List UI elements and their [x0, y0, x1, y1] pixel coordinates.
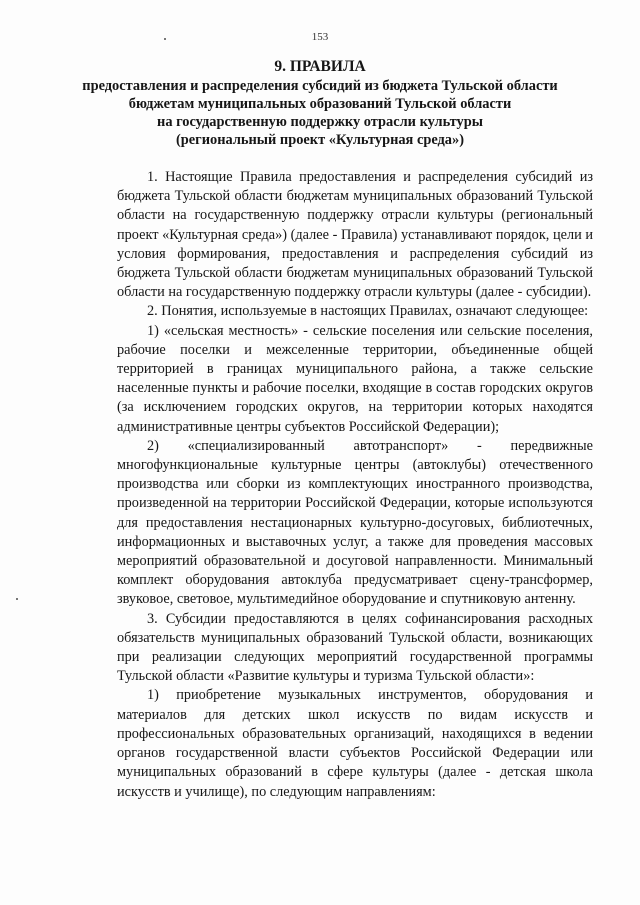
scan-mark [16, 598, 18, 600]
document-body [117, 168, 593, 802]
heading-line: бюджетам муниципальных образований Тульской области [128, 96, 512, 112]
scan-mark [164, 38, 166, 40]
page-number: 153 [311, 31, 329, 43]
document-heading [80, 58, 560, 149]
item-instruments-purchase: 1) приобретение музыкальных инструментов, оборудования и материалов для детских школ искусств по видам искусств и профессиональных образовательных организаций, находящихся в ведении органов государственной власти субъектов Российской Федерации или муниципальных образований в сфере культуры (далее - детская школа искусств и училище), по следующим направлениям: [117, 687, 593, 800]
definition-special-transport: 2) «специализированный автотранспорт» - передвижные многофункциональные культурные центры (автоклубы) отечественного производства или сборки из комплектующих иностранного производства, произведенной на территории Российской Федерации, которые используются для предоставления нестационарных культурно-досуговых, библиотечных, информационных и выставочных услуг, а также для проведения массовых мероприятий образовательной и досуговой направленности. Минимальный комплект оборудования автоклуба предусматривает сцену-трансформер, звуковое, световое, мультимедийное оборудование и спутниковую антенну. [117, 437, 593, 608]
heading-line: (региональный проект «Культурная среда») [176, 132, 464, 148]
heading-line: предоставления и распределения субсидий из бюджета Тульской области [82, 78, 558, 94]
paragraph-3: 3. Субсидии предоставляются в целях софинансирования расходных обязательств муниципальных образований Тульской области, возникающих при реализации следующих мероприятий государственной программы Тульской области «Развитие культуры и туризма Тульской области»: [117, 610, 593, 685]
heading-line: на государственную поддержку отрасли культуры [157, 114, 483, 130]
definition-rural-area: 1) «сельская местность» - сельские поселения или сельские поселения, рабочие поселки и межселенные территории, объединенные общей территорией в границах муниципального района, а также сельские населенные пункты и рабочие поселки, входящие в состав городских округов (за исключением городских округов, на территории которых находятся административные центры субъектов Российской Федерации); [117, 322, 593, 435]
paragraph-2: 2. Понятия, используемые в настоящих Правилах, означают следующее: [147, 303, 589, 320]
heading-title: 9. ПРАВИЛА [274, 58, 366, 75]
paragraph-1: 1. Настоящие Правила предоставления и распределения субсидий из бюджета Тульской области бюджетам муниципальных образований Тульской области на государственную поддержку отрасли культуры (региональный проект «Культурная среда») (далее - Правила) устанавливают порядок, цели и условия формирования, предоставления и распределения субсидий из бюджета Тульской области бюджетам муниципальных образований Тульской области на государственную поддержку отрасли культуры (далее - субсидии). [117, 169, 593, 301]
